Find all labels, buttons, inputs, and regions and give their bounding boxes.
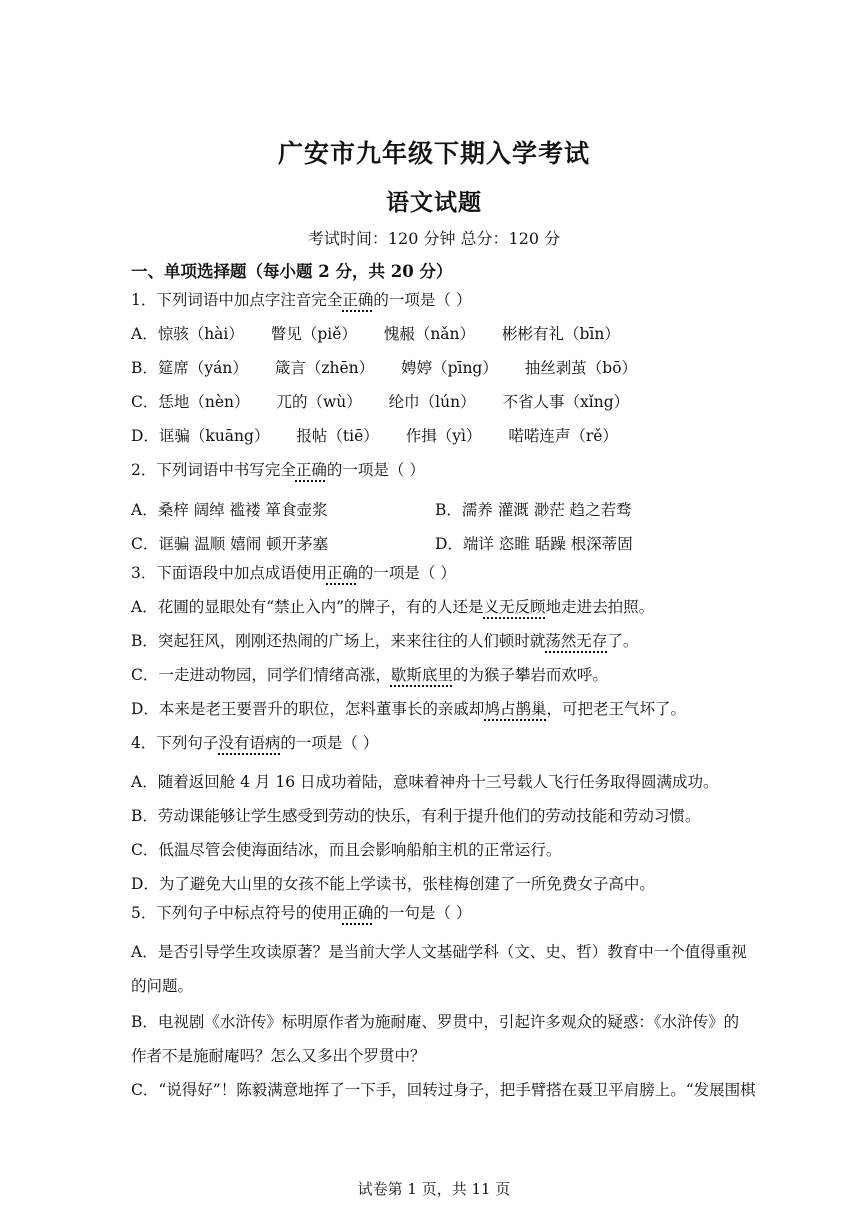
- question-1-option-a: [131, 324, 620, 344]
- option-item: 喏喏连声（rě）: [508, 427, 618, 445]
- option-item: 不省人事（xǐng）: [502, 393, 630, 411]
- question-3-option-c: [131, 665, 608, 685]
- option-text: 的为猴子攀岩而欢呼。: [452, 666, 608, 684]
- stem-text: 2．下列词语中书写完全: [131, 461, 296, 479]
- question-5-option-a-line-2: 的问题。: [131, 977, 194, 995]
- option-item: 娉婷（pīng）: [401, 359, 498, 377]
- exam-title: 广安市九年级下期入学考试: [277, 139, 590, 168]
- question-2-stem: [131, 460, 425, 480]
- question-5-option-b-line-2: 作者不是施耐庵吗？怎么又多出个罗贯中？: [131, 1047, 426, 1065]
- stem-text: 的一项是（ ）: [373, 291, 472, 309]
- option-item: B．筵席（yán）: [131, 359, 248, 377]
- option-text: ，可把老王气坏了。: [546, 700, 686, 718]
- option-item: 瞥见（piě）: [270, 325, 357, 343]
- question-2-option-d: D．端详 恣睢 聒躁 根深蒂固: [435, 535, 633, 553]
- question-4-option-a: A．随着返回舱 4 月 16 日成功着陆，意味着神舟十三号载人飞行任务取得圆满成功。: [131, 773, 719, 791]
- stem-text: 1．下列词语中加点字注音完全: [131, 291, 343, 309]
- option-text: B．突起狂风，刚刚还热闹的广场上，来来往往的人们顿时就: [131, 632, 546, 650]
- question-4-stem: [131, 733, 378, 753]
- stem-text: 的一项是（ ）: [357, 564, 456, 582]
- option-item: A．惊骇（hài）: [131, 325, 244, 343]
- option-item: C．恁地（nèn）: [131, 393, 250, 411]
- stem-text: 5．下列句子中标点符号的使用: [131, 904, 343, 922]
- option-item: 抽丝剥茧（bō）: [524, 359, 638, 377]
- question-3-option-b: [131, 631, 638, 651]
- question-2-option-b: B．濡养 灌溉 渺茫 趋之若骛: [435, 501, 632, 519]
- option-item: 箴言（zhēn）: [274, 359, 375, 377]
- emphasis-dotted: 没有语病: [218, 734, 281, 752]
- question-3-stem: [131, 563, 456, 583]
- option-item: 报帖（tiē）: [296, 427, 379, 445]
- emphasis-dotted: 荡然无存: [545, 632, 608, 650]
- option-item: 纶巾（lún）: [388, 393, 476, 411]
- question-3-option-a: [131, 597, 654, 617]
- section-heading: 一、单项选择题（每小题 2 分，共 20 分）: [131, 262, 453, 281]
- option-item: D．诓骗（kuāng）: [131, 427, 270, 445]
- stem-text: 的一句是（ ）: [373, 904, 472, 922]
- question-5-stem: [131, 903, 471, 923]
- question-5-option-b-line-1: B．电视剧《水浒传》标明原作者为施耐庵、罗贯中，引起许多观众的疑惑：《水浒传》的: [131, 1013, 740, 1031]
- emphasis-dotted: 正确: [342, 904, 374, 922]
- question-2-option-a: A．桑梓 阔绰 褴褛 箪食壶浆: [131, 501, 328, 519]
- option-item: 作揖（yì）: [405, 427, 482, 445]
- question-4-option-d: D．为了避免大山里的女孩不能上学读书，张桂梅创建了一所免费女子高中。: [131, 875, 655, 893]
- stem-text: 的一项是（ ）: [280, 734, 379, 752]
- stem-text: 3．下面语段中加点成语使用: [131, 564, 327, 582]
- emphasis-dotted: 正确: [295, 461, 327, 479]
- emphasis-dotted: 鸠占鹊巢: [484, 700, 547, 718]
- question-1-stem: [131, 290, 471, 310]
- emphasis-dotted: 歇斯底里: [390, 666, 453, 684]
- option-text: A．花圃的显眼处有“禁止入内”的牌子，有的人还是: [131, 598, 484, 616]
- question-3-option-d: [131, 699, 686, 719]
- option-text: C．一走进动物园，同学们情绪高涨，: [131, 666, 391, 684]
- option-text: D．本来是老王要晋升的职位，怎料董事长的亲戚却: [131, 700, 485, 718]
- option-text: 了。: [607, 632, 639, 650]
- question-1-option-d: [131, 426, 618, 446]
- question-5-option-a-line-1: A．是否引导学生攻读原著？是当前大学人文基础学科（文、史、哲）教育中一个值得重视: [131, 943, 747, 961]
- exam-subtitle: 语文试题: [386, 189, 482, 216]
- question-1-option-c: [131, 392, 629, 412]
- emphasis-dotted: 正确: [326, 564, 358, 582]
- option-item: 彬彬有礼（bīn）: [501, 325, 620, 343]
- stem-text: 4．下列句子: [131, 734, 219, 752]
- question-4-option-b: B．劳动课能够让学生感受到劳动的快乐，有利于提升他们的劳动技能和劳动习惯。: [131, 807, 701, 825]
- stem-text: 的一项是（ ）: [326, 461, 425, 479]
- question-4-option-c: C．低温尽管会使海面结冰，而且会影响船舶主机的正常运行。: [131, 841, 562, 859]
- question-2-option-c: C．诓骗 温顺 嬉闹 顿开茅塞: [131, 535, 329, 553]
- page-footer: 试卷第 1 页，共 11 页: [357, 1180, 511, 1198]
- emphasis-dotted: 正确: [342, 291, 374, 309]
- emphasis-dotted: 义无反顾: [483, 598, 546, 616]
- exam-meta: 考试时间：120 分钟 总分：120 分: [307, 229, 561, 248]
- option-text: 地走进去拍照。: [545, 598, 655, 616]
- question-5-option-c-line-1: C．“说得好”！陈毅满意地挥了一下手，回转过身子，把手臂搭在聂卫平肩膀上。“发展围棋: [131, 1081, 756, 1099]
- option-item: 愧赧（nǎn）: [383, 325, 476, 343]
- question-1-option-b: [131, 358, 637, 378]
- option-item: 兀的（wù）: [276, 393, 362, 411]
